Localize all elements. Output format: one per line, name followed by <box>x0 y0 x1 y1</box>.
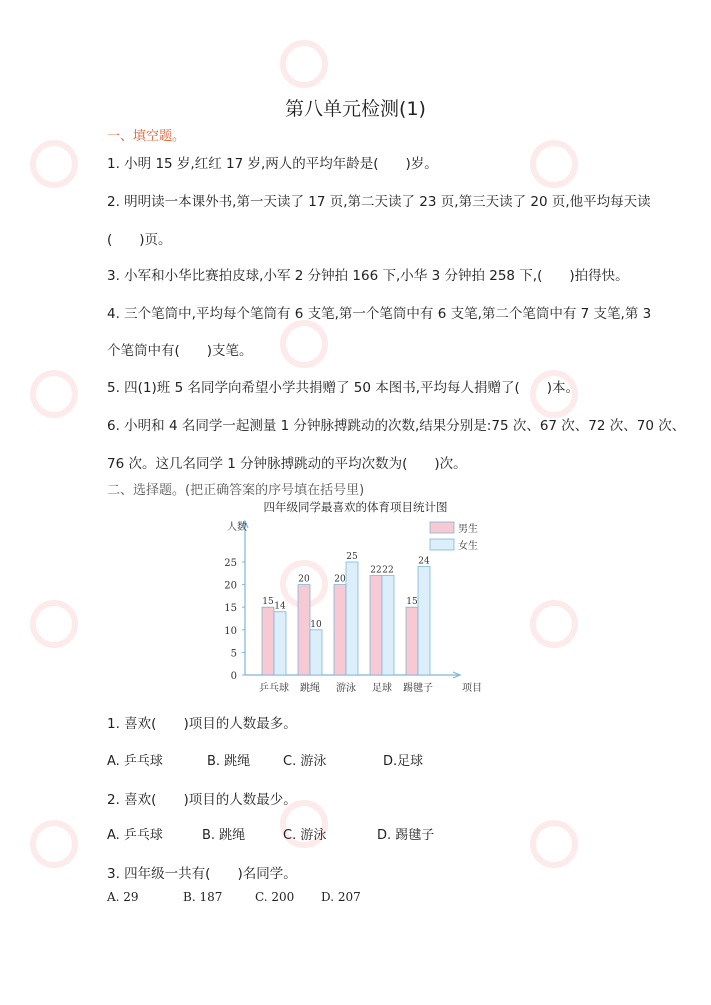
option-c: C. 游泳 <box>283 754 327 769</box>
question-choice-3: 3. 四年级一共有( )名同学。 <box>107 866 297 882</box>
data-label: 22 <box>382 565 394 576</box>
bar-girls <box>418 567 430 675</box>
legend-swatch <box>430 522 454 533</box>
data-label: 24 <box>418 556 430 567</box>
bar-boys <box>370 576 382 675</box>
x-axis-label: 项目 <box>462 683 482 694</box>
question-fill-2: 2. 明明读一本课外书,第一天读了 17 页,第二天读了 23 页,第三天读了 20 页,他平均每天读 <box>107 194 651 210</box>
question-fill-1: 1. 小明 15 岁,红红 17 岁,两人的平均年龄是( )岁。 <box>107 156 438 172</box>
question-fill-4: 4. 三个笔筒中,平均每个笔筒有 6 支笔,第一个笔筒中有 6 支笔,第二个笔筒中有 7 支笔,第 3 <box>107 306 652 322</box>
option-a: A. 乒乓球 <box>107 828 163 843</box>
x-tick-label: 足球 <box>372 683 392 694</box>
option-c: C. 200 <box>255 890 295 904</box>
y-tick-label: 5 <box>230 648 237 660</box>
option-b: B. 跳绳 <box>202 828 246 843</box>
option-d: D. 207 <box>321 890 361 904</box>
x-tick-label: 踢毽子 <box>403 683 433 694</box>
bar-girls <box>382 576 394 675</box>
option-a: A. 29 <box>107 890 139 904</box>
y-tick-label: 10 <box>224 625 237 637</box>
bar-chart <box>215 514 485 694</box>
bar-boys <box>262 607 274 675</box>
y-tick-label: 0 <box>230 671 237 682</box>
bar-boys <box>334 585 346 675</box>
x-tick-label: 跳绳 <box>300 683 320 694</box>
question-fill-6: 6. 小明和 4 名同学一起测量 1 分钟脉搏跳动的次数,结果分别是:75 次、67 次、72 次、70 次、 <box>107 418 686 434</box>
option-d: D.足球 <box>383 754 424 769</box>
option-d: D. 踢毽子 <box>377 828 435 843</box>
x-tick-label: 游泳 <box>336 683 356 694</box>
question-fill-3: 3. 小军和小华比赛拍皮球,小军 2 分钟拍 166 下,小华 3 分钟拍 258 下,( )拍得快。 <box>107 268 629 284</box>
option-c: C. 游泳 <box>283 828 327 843</box>
legend-label: 男生 <box>458 524 478 535</box>
data-label: 22 <box>370 565 382 576</box>
data-label: 14 <box>274 601 286 612</box>
y-tick-label: 25 <box>224 558 237 569</box>
legend-label: 女生 <box>458 541 478 552</box>
x-tick-label: 乒乓球 <box>259 683 289 694</box>
data-label: 10 <box>310 619 322 630</box>
question-choice-1: 1. 喜欢( )项目的人数最多。 <box>107 716 297 732</box>
y-axis-label: 人数 <box>227 522 247 533</box>
section-heading-fill: 一、填空题。 <box>107 129 186 144</box>
chart-title: 四年级同学最喜欢的体育项目统计图 <box>263 500 448 514</box>
bar-girls <box>346 562 358 675</box>
question-choice-2: 2. 喜欢( )项目的人数最少。 <box>107 792 297 808</box>
bar-girls <box>310 630 322 675</box>
option-a: A. 乒乓球 <box>107 754 163 769</box>
data-label: 20 <box>334 574 346 585</box>
question-fill-6-cont: 76 次。这几名同学 1 分钟脉搏跳动的平均次数为( )次。 <box>107 456 467 472</box>
legend-swatch <box>430 539 454 550</box>
data-label: 25 <box>346 552 358 562</box>
data-label: 15 <box>406 597 418 608</box>
y-tick-label: 20 <box>224 580 237 592</box>
bar-girls <box>274 612 286 675</box>
option-b: B. 跳绳 <box>207 754 251 769</box>
option-b: B. 187 <box>183 890 223 904</box>
section-heading-choice: 二、选择题。(把正确答案的序号填在括号里) <box>107 483 365 498</box>
question-fill-2-cont: ( )页。 <box>107 232 172 248</box>
data-label: 15 <box>262 597 274 608</box>
bar-boys <box>298 585 310 675</box>
data-label: 20 <box>298 574 310 585</box>
question-fill-4-cont: 个笔筒中有( )支笔。 <box>107 343 253 359</box>
bar-boys <box>406 607 418 675</box>
page-title: 第八单元检测(1) <box>285 98 426 120</box>
question-fill-5: 5. 四(1)班 5 名同学向希望小学共捐赠了 50 本图书,平均每人捐赠了( )本。 <box>107 380 580 396</box>
y-tick-label: 15 <box>224 603 237 615</box>
